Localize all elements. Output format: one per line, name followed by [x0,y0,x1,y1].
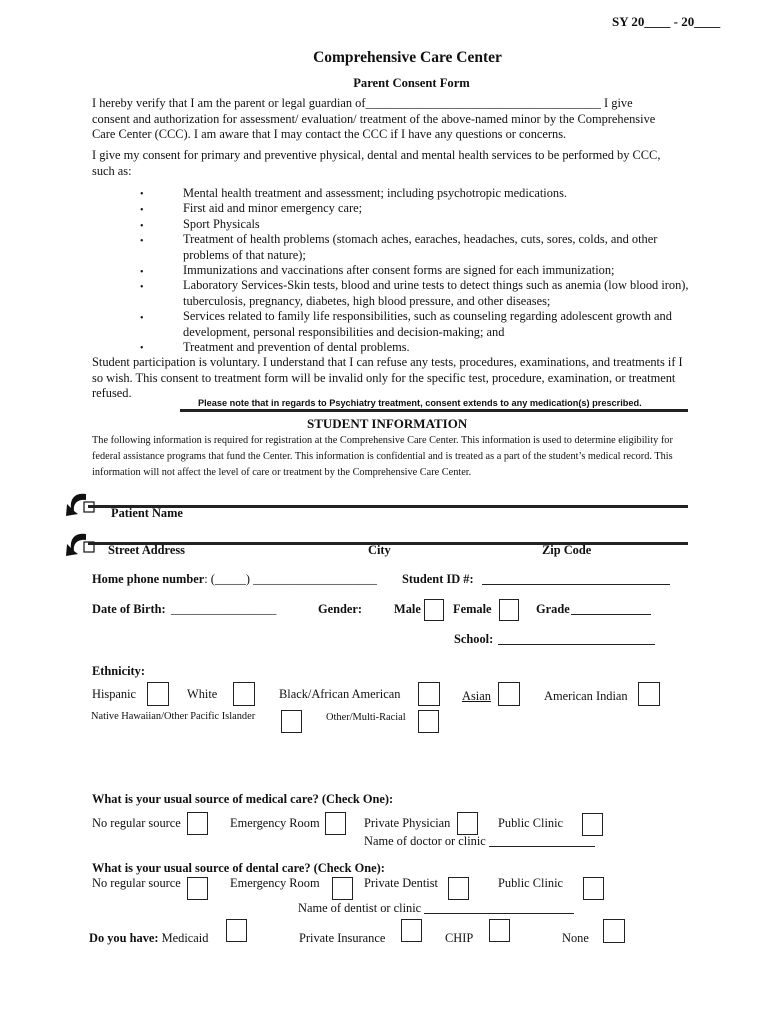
participation-paragraph: Student participation is voluntary. I understand that I can refuse any tests, procedures, examinations, and treatments if I so wish. This consent to treatment form will be invalid only for the specific test, procedure, examination, or treatment refused. [92,355,683,400]
medical-emergency-room-label: Emergency Room [230,816,320,830]
ethnicity-label: Ethnicity: [92,664,146,678]
female-checkbox[interactable] [499,599,519,621]
dob-field[interactable]: _________________ [171,602,277,616]
form-subtitle: Parent Consent Form [353,76,470,90]
american-indian-label: American Indian [544,689,628,703]
female-label: Female [453,602,492,616]
bullet-icon: • [140,236,144,247]
medical-emergency-room-checkbox[interactable] [325,812,346,835]
doctor-name-label: Name of doctor or clinic [364,834,486,848]
medicaid-checkbox[interactable] [226,919,247,942]
other-multi-racial-checkbox[interactable] [418,710,439,733]
medicaid-label: Medicaid [161,931,209,945]
white-checkbox[interactable] [233,682,255,706]
medical-care-question: What is your usual source of medical care? (Check One): [92,792,394,806]
bullet-icon: • [140,313,144,324]
bullet-item: Immunizations and vaccinations after consent forms are signed for each immunization; [183,263,615,277]
asian-label: Asian [462,689,491,703]
dentist-name-field[interactable] [424,913,574,914]
native-hawaiian-label: Native Hawaiian/Other Pacific Islander [91,711,256,722]
none-label: None [562,931,589,945]
student-id-field[interactable] [482,584,670,585]
dental-emergency-room-label: Emergency Room [230,876,320,890]
city-label: City [368,543,391,557]
hispanic-checkbox[interactable] [147,682,169,706]
private-dentist-label: Private Dentist [364,876,438,890]
black-african-american-label: Black/African American [279,687,401,701]
hispanic-label: Hispanic [92,687,137,701]
white-label: White [187,687,218,701]
bullet-item: Treatment and prevention of dental problems. [183,340,410,354]
american-indian-checkbox[interactable] [638,682,660,706]
dentist-name-label: Name of dentist or clinic [298,901,422,915]
male-label: Male [394,602,421,616]
bullet-item: Mental health treatment and assessment; including psychotropic medications. [183,186,568,200]
student-id-label: Student ID #: [402,572,474,586]
medical-public-clinic-label: Public Clinic [498,816,564,830]
medical-public-clinic-checkbox[interactable] [582,813,603,836]
page-title: Comprehensive Care Center [313,49,502,66]
dental-no-regular-source-checkbox[interactable] [187,877,208,900]
bullet-icon: • [140,205,144,216]
bullet-item: Services related to family life responsibilities, such as counseling regarding adolescent growth and development, personal responsibilities and decision-making; and [183,309,672,339]
psychiatry-note: Please note that in regards to Psychiatry treatment, consent extends to any medication(s) prescribed. [198,398,642,408]
home-phone-row [92,572,377,587]
dental-care-question: What is your usual source of dental care? (Check One): [92,861,385,875]
insurance-label: Do you have [89,931,155,945]
consent-paragraph: I hereby verify that I am the parent or legal guardian of______________________________________ I give consent and authorization for assessment/ evaluation/ treatment of the above-named minor by the Comprehensive Care Center (CCC). I am aware that I may contact the CCC if I have any questions or concerns. [92,96,656,141]
student-info-heading: STUDENT INFORMATION [307,416,468,431]
private-insurance-label: Private Insurance [299,931,386,945]
section-divider [180,409,688,412]
asian-checkbox[interactable] [498,682,520,706]
medical-no-regular-source-checkbox[interactable] [187,812,208,835]
male-checkbox[interactable] [424,599,444,621]
bullet-icon: • [140,221,144,232]
school-label: School: [454,632,494,646]
black-african-american-checkbox[interactable] [418,682,440,706]
grade-label: Grade [536,602,570,616]
medical-no-regular-source-label: No regular source [92,816,181,830]
consent-scope-paragraph: I give my consent for primary and preventive physical, dental and mental health services to be performed by CCC, such as: [92,148,661,178]
chip-checkbox[interactable] [489,919,510,942]
doctor-name-field[interactable] [489,846,595,847]
private-physician-label: Private Physician [364,816,451,830]
other-multi-racial-label: Other/Multi-Racial [326,712,406,723]
dental-public-clinic-label: Public Clinic [498,876,564,890]
school-field[interactable] [498,644,655,645]
private-dentist-checkbox[interactable] [448,877,469,900]
bullet-item: Treatment of health problems (stomach aches, earaches, headaches, cuts, sores, colds, and other problems of that nature); [183,232,658,262]
zip-code-label: Zip Code [542,543,592,557]
dental-emergency-room-checkbox[interactable] [332,877,353,900]
street-address-label: Street Address [108,543,185,557]
dental-public-clinic-checkbox[interactable] [583,877,604,900]
grade-field[interactable] [571,614,651,615]
private-physician-checkbox[interactable] [457,812,478,835]
dob-label: Date of Birth: [92,602,166,616]
dental-no-regular-source-label: No regular source [92,876,181,890]
gender-label: Gender: [318,602,363,616]
school-year-label: SY 20____ - 20____ [612,14,721,29]
insurance-row: Do you have: Medicaid [89,931,209,945]
bullet-item: Sport Physicals [183,217,260,231]
bullet-icon: • [140,343,144,354]
home-phone-field[interactable]: : (_____) ____________________ [204,572,377,586]
bullet-icon: • [140,189,144,200]
none-checkbox[interactable] [603,919,625,943]
chip-label: CHIP [445,931,474,945]
bullet-icon: • [140,282,144,293]
private-insurance-checkbox[interactable] [401,919,422,942]
bullet-item: First aid and minor emergency care; [183,201,363,215]
return-arrow-icon [64,528,98,562]
home-phone-label: Home phone number [92,572,205,586]
patient-name-label: Patient Name [111,506,183,520]
bullet-icon: • [140,267,144,278]
native-hawaiian-checkbox[interactable] [281,710,302,733]
student-info-intro: The following information is required for registration at the Comprehensive Care Center. This information is used to determine eligibility for federal assistance programs that fund the Center. This information is confidential and is treated as a part of the student’s medical record. This information will not affect the level of care or treatment by the Comprehensive Care Center. [92,435,673,478]
bullet-item: Laboratory Services-Skin tests, blood and urine tests to detect things such as anemia (low blood iron), tuberculosis, pregnancy, diabetes, high blood pressure, and other diseases; [183,278,689,308]
